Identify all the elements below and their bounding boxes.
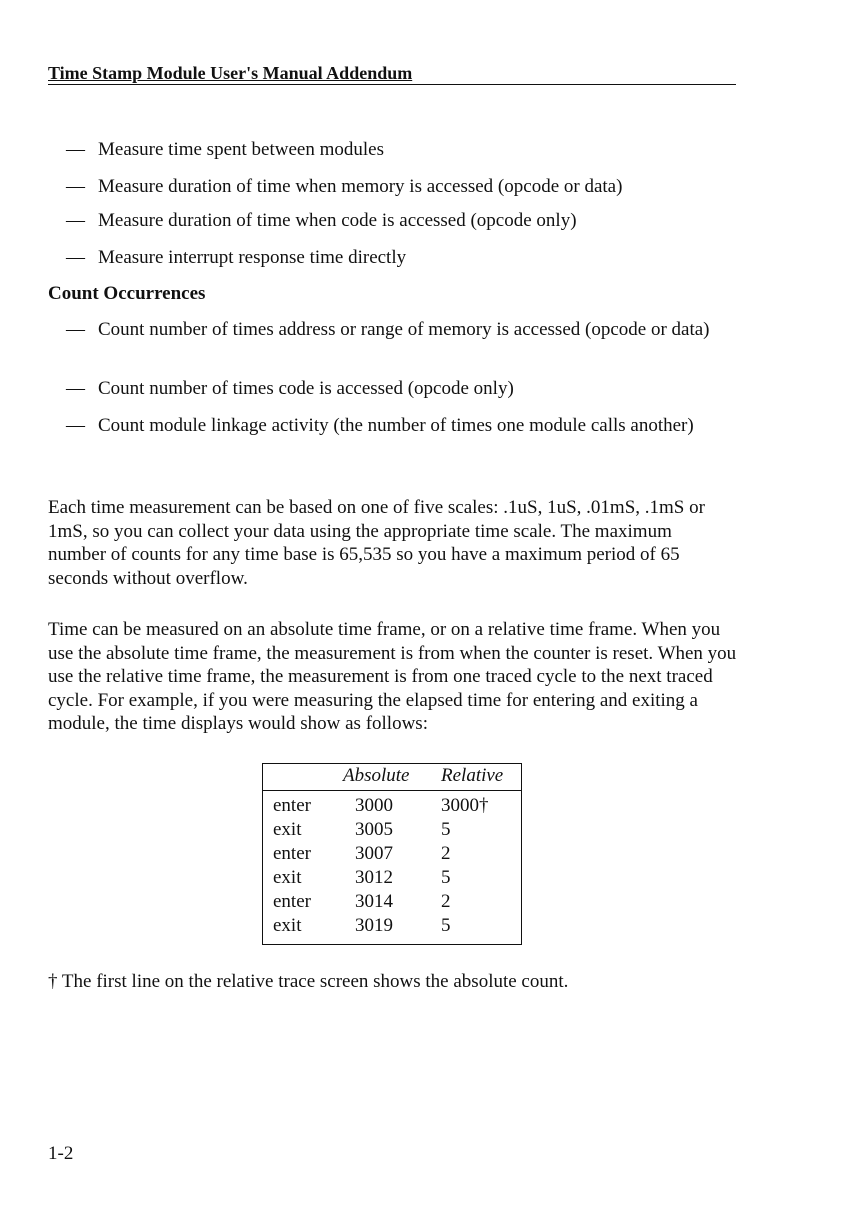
section-heading: Count Occurrences	[48, 283, 206, 304]
paragraph-time-frame: Time can be measured on an absolute time frame, or on a relative time frame. When you use the absolute time frame, the measurement is from when the counter is reset. When you use the relative time frame, the measurement is from one traced cycle to the next traced cycle. For example, if you were measuring the elapsed time for entering and exiting a module, the time displays would show as follows:	[48, 619, 737, 734]
paragraph-scales: Each time measurement can be based on one of five scales: .1uS, 1uS, .01mS, .1mS or 1mS, so you can collect your data using the appropriate time scale. The maximum number of counts for any time base is 65,535 so you have a maximum period of 65 seconds without overflow.	[48, 497, 705, 589]
cell-event: enter	[273, 891, 311, 912]
list-item-text: Measure duration of time when memory is accessed (opcode or data)	[98, 176, 623, 197]
page-number: 1-2	[48, 1143, 74, 1164]
list-item	[66, 413, 706, 439]
column-header-relative: Relative	[441, 765, 504, 786]
dash-bullet: —	[66, 319, 85, 340]
list-item	[66, 208, 726, 234]
list-item-text: Count module linkage activity (the number of times one module calls another)	[98, 415, 694, 436]
list-item-text: Count number of times address or range of memory is accessed (opcode or data)	[98, 319, 710, 340]
cell-absolute: 3007	[355, 843, 393, 864]
table-row	[263, 794, 521, 818]
cell-relative: 2	[441, 891, 451, 912]
cell-relative: 5	[441, 867, 451, 888]
list-item-text: Measure duration of time when code is accessed (opcode only)	[98, 210, 577, 231]
cell-absolute: 3005	[355, 819, 393, 840]
list-item-text: Measure interrupt response time directly	[98, 247, 407, 268]
dash-bullet: —	[66, 378, 85, 399]
cell-absolute: 3000	[355, 795, 393, 816]
table-row	[263, 890, 521, 914]
cell-absolute: 3014	[355, 891, 393, 912]
cell-event: enter	[273, 843, 311, 864]
cell-absolute: 3012	[355, 867, 393, 888]
column-header-absolute: Absolute	[343, 765, 410, 786]
cell-absolute: 3019	[355, 915, 393, 936]
dash-bullet: —	[66, 139, 85, 160]
cell-relative: 5	[441, 915, 451, 936]
list-item-text: Count number of times code is accessed (opcode only)	[98, 378, 514, 399]
table-header	[263, 764, 521, 791]
list-item	[66, 137, 726, 163]
cell-event: exit	[273, 819, 302, 840]
dash-bullet: —	[66, 176, 85, 197]
list-item	[66, 174, 726, 200]
table-row	[263, 866, 521, 890]
header-title: Time Stamp Module User's Manual Addendum	[48, 63, 413, 83]
cell-relative: 5	[441, 819, 451, 840]
table-row	[263, 842, 521, 866]
footnote: † The first line on the relative trace screen shows the absolute count.	[48, 971, 569, 992]
cell-event: exit	[273, 867, 302, 888]
list-item	[66, 317, 726, 343]
table-row	[263, 914, 521, 938]
list-item	[66, 376, 726, 402]
dash-bullet: —	[66, 415, 85, 436]
cell-event: enter	[273, 795, 311, 816]
time-table	[262, 763, 522, 945]
dash-bullet: —	[66, 247, 85, 268]
cell-event: exit	[273, 915, 302, 936]
table-row	[263, 818, 521, 842]
cell-relative: 3000†	[441, 795, 489, 816]
list-item	[66, 245, 726, 271]
page-header	[48, 62, 736, 85]
list-item-text: Measure time spent between modules	[98, 139, 384, 160]
dash-bullet: —	[66, 210, 85, 231]
cell-relative: 2	[441, 843, 451, 864]
